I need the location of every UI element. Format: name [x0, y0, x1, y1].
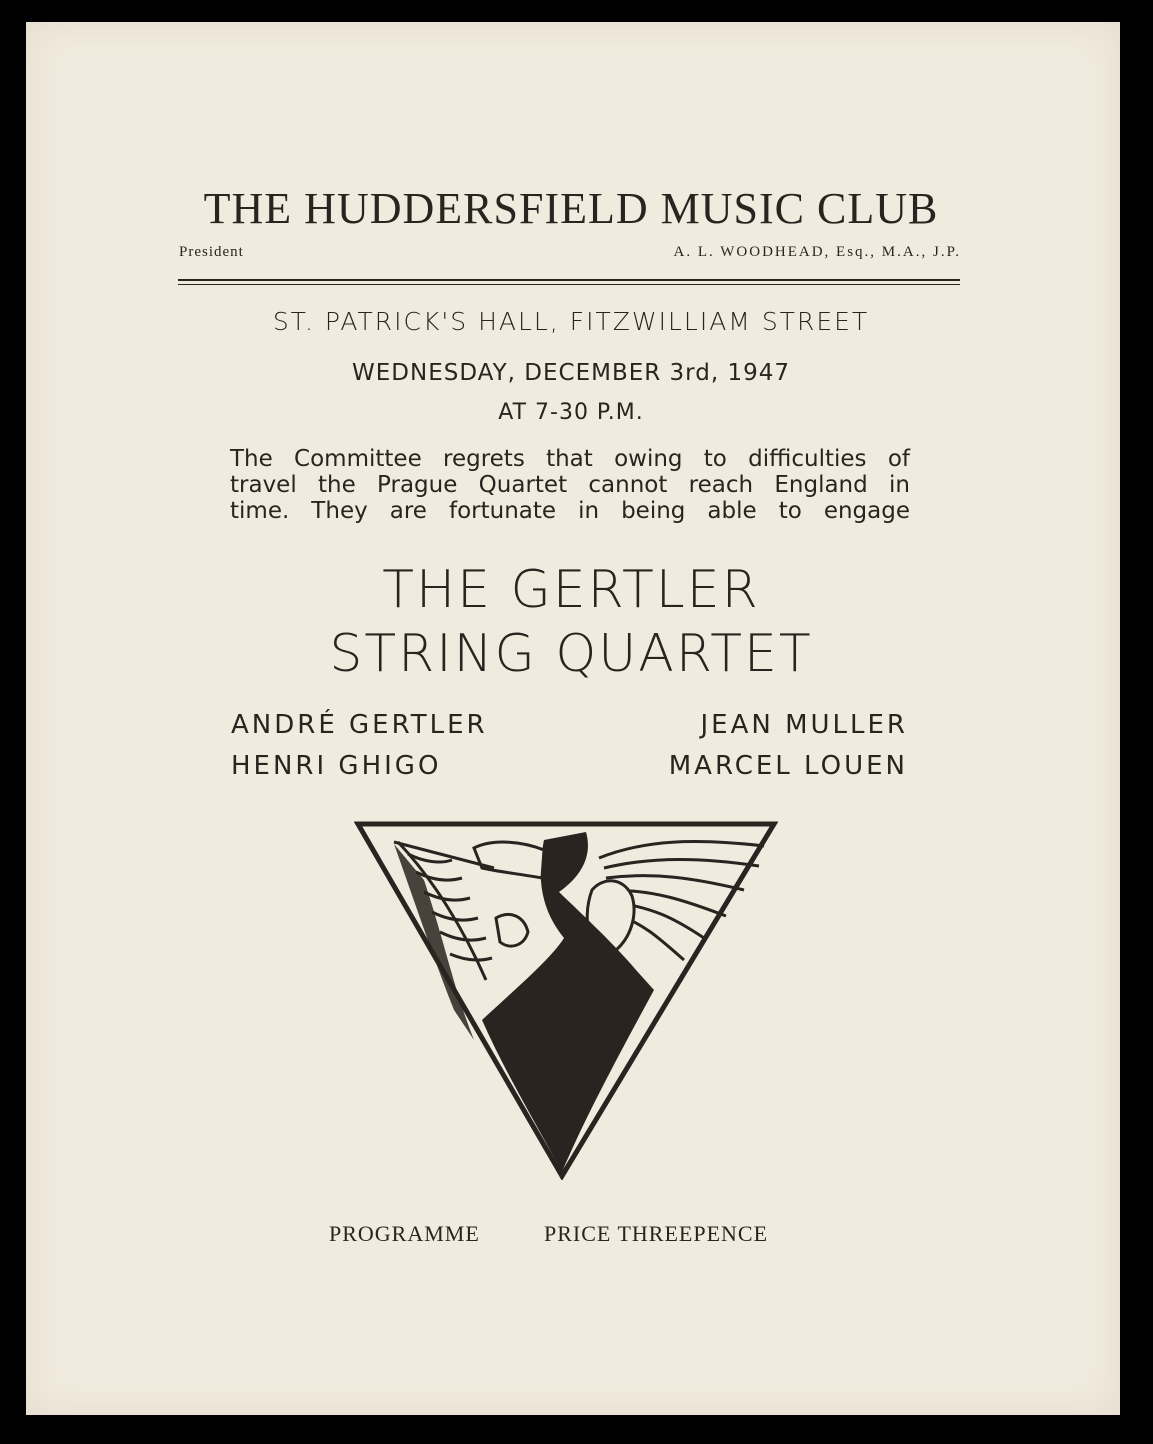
club-title: THE HUDDERSFIELD MUSIC CLUB	[203, 184, 939, 233]
notice-line: The Committee regrets that owing to difficulties of	[230, 446, 910, 472]
member-name: HENRI GHIGO	[231, 751, 442, 781]
programme-label: PROGRAMME	[329, 1221, 480, 1246]
price-label: PRICE THREEPENCE	[544, 1221, 769, 1246]
venue: ST. PATRICK'S HALL, FITZWILLIAM STREET	[272, 307, 870, 336]
president-name: A. L. WOODHEAD, Esq., M.A., J.P.	[673, 244, 961, 260]
quartet-name-line-1: THE GERTLER	[382, 560, 760, 620]
quartet-name-line-2: STRING QUARTET	[329, 624, 813, 684]
member-name: MARCEL LOUEN	[668, 751, 908, 781]
member-name: ANDRÉ GERTLER	[231, 710, 488, 740]
notice-line: time. They are fortunate in being able to engage	[230, 498, 910, 524]
president-label: President	[179, 244, 244, 260]
event-date: WEDNESDAY, DECEMBER 3rd, 1947	[352, 360, 790, 386]
header-rule-thick	[178, 279, 960, 281]
committee-notice	[230, 446, 910, 524]
header-rule-thin	[178, 284, 960, 285]
notice-line: travel the Prague Quartet cannot reach England in	[230, 472, 910, 498]
event-time: AT 7-30 P.M.	[498, 400, 644, 425]
member-name: JEAN MULLER	[700, 710, 908, 740]
footer	[329, 1221, 819, 1247]
conductor-emblem-icon	[354, 820, 778, 1180]
